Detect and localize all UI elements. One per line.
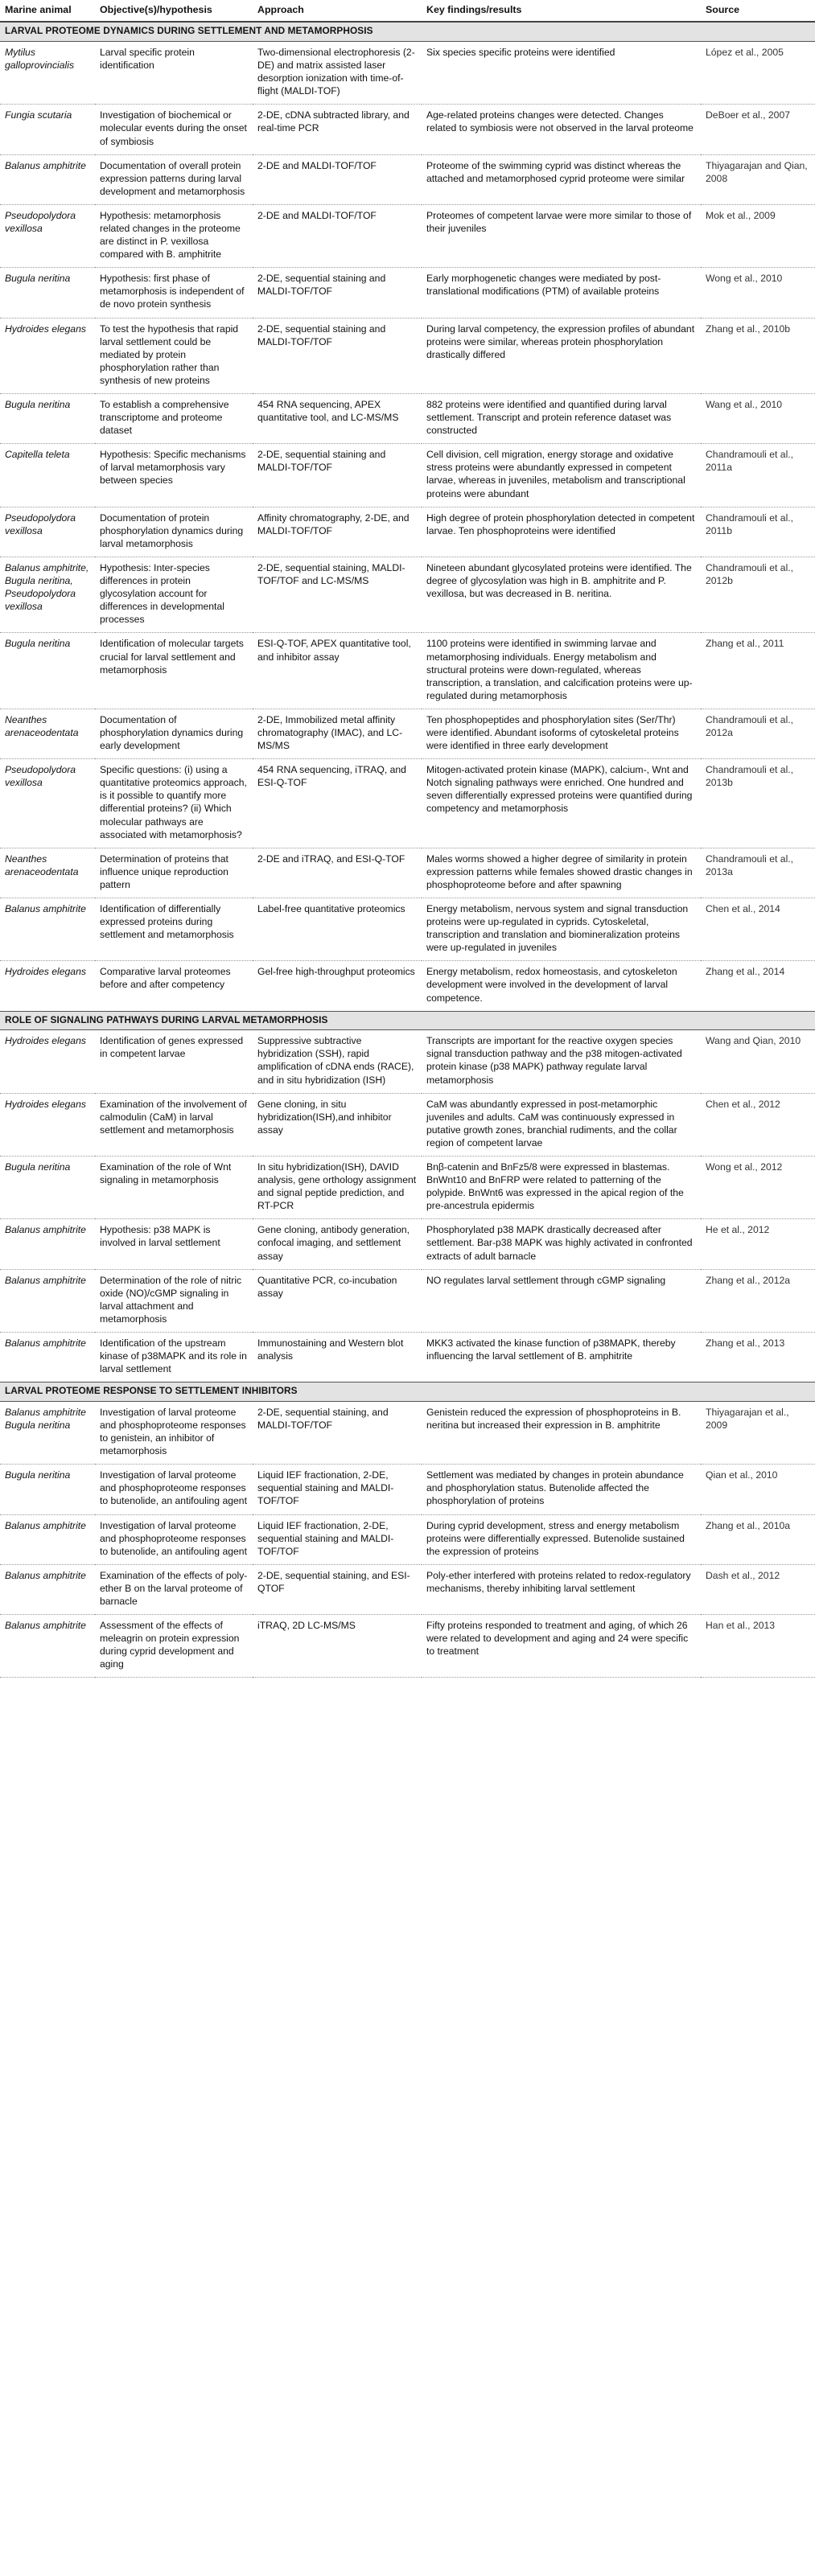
objective-cell: To test the hypothesis that rapid larval settlement could be mediated by protein phosphorylation rather than synthesis of new proteins	[95, 318, 253, 393]
findings-cell: 1100 proteins were identified in swimming larvae and metamorphosing individuals. Energy metabolism and structural proteins were down-regulated, whereas transcription, a translation, and calcification proteins were up-regulated during metamorphosis	[422, 633, 701, 709]
approach-cell: 2-DE and MALDI-TOF/TOF	[253, 154, 422, 204]
section-title: LARVAL PROTEOME RESPONSE TO SETTLEMENT INHIBITORS	[0, 1382, 815, 1402]
objective-cell: To establish a comprehensive transcriptome and proteome dataset	[95, 394, 253, 444]
approach-cell: 2-DE, sequential staining and MALDI-TOF/TOF	[253, 444, 422, 507]
table-row	[0, 1219, 815, 1269]
objective-cell: Identification of molecular targets crucial for larval settlement and metamorphosis	[95, 633, 253, 709]
findings-cell: Nineteen abundant glycosylated proteins were identified. The degree of glycosylation was high in B. amphitrite and P. vexillosa, but was decreased in B. neritina.	[422, 557, 701, 632]
table-row	[0, 1465, 815, 1514]
source-cell: DeBoer et al., 2007	[701, 105, 815, 154]
findings-cell: CaM was abundantly expressed in post-metamorphic juveniles and adults. CaM was continuously expressed in putative growth zones, branchial rudiments, and the collar region of competent larvae	[422, 1093, 701, 1156]
source-cell: Chen et al., 2014	[701, 898, 815, 961]
section-title: ROLE OF SIGNALING PATHWAYS DURING LARVAL METAMORPHOSIS	[0, 1011, 815, 1030]
approach-cell: 454 RNA sequencing, APEX quantitative tool, and LC-MS/MS	[253, 394, 422, 444]
table-row	[0, 394, 815, 444]
objective-cell: Examination of the role of Wnt signaling in metamorphosis	[95, 1156, 253, 1218]
source-cell: Thiyagarajan and Qian, 2008	[701, 154, 815, 204]
animal-cell: Balanus amphitrite Bugula neritina	[0, 1401, 95, 1464]
findings-cell: During larval competency, the expression profiles of abundant proteins were similar, whereas protein phosphorylation drastically differed	[422, 318, 701, 393]
findings-cell: Cell division, cell migration, energy storage and oxidative stress proteins were abundantly expressed in competent larvae, whereas in juveniles, metabolism and transcriptional proteins were abundant	[422, 444, 701, 507]
animal-cell: Hydroides elegans	[0, 318, 95, 393]
table-row	[0, 1514, 815, 1564]
table-row	[0, 1615, 815, 1678]
source-cell: Chandramouli et al., 2012a	[701, 709, 815, 758]
table-row	[0, 1564, 815, 1614]
approach-cell: 2-DE, sequential staining, MALDI-TOF/TOF and LC-MS/MS	[253, 557, 422, 632]
table-row	[0, 898, 815, 961]
findings-cell: Bnβ-catenin and BnFz5/8 were expressed in blastemas. BnWnt10 and BnFRP were related to patterning of the polypide. BnWnt6 was expressed in the apical region of the pre-ancestrula epidermis	[422, 1156, 701, 1218]
approach-cell: 2-DE, Immobilized metal affinity chromatography (IMAC), and LC-MS/MS	[253, 709, 422, 758]
approach-cell: Immunostaining and Western blot analysis	[253, 1333, 422, 1382]
source-cell: Zhang et al., 2011	[701, 633, 815, 709]
animal-cell: Balanus amphitrite	[0, 154, 95, 204]
section-header-row	[0, 1011, 815, 1030]
objective-cell: Determination of proteins that influence unique reproduction pattern	[95, 848, 253, 898]
findings-cell: MKK3 activated the kinase function of p38MAPK, thereby influencing the larval settlement of B. amphitrite	[422, 1333, 701, 1382]
header-row	[0, 0, 815, 22]
findings-cell: Energy metabolism, nervous system and signal transduction proteins were up-regulated in cyprids. Cytoskeletal, transcription and translation and biomineralization proteins were up-regulated in juveniles	[422, 898, 701, 961]
section-title: LARVAL PROTEOME DYNAMICS DURING SETTLEMENT AND METAMORPHOSIS	[0, 22, 815, 41]
animal-cell: Balanus amphitrite	[0, 1333, 95, 1382]
animal-cell: Neanthes arenaceodentata	[0, 709, 95, 758]
objective-cell: Identification of differentially expressed proteins during settlement and metamorphosis	[95, 898, 253, 961]
findings-cell: Males worms showed a higher degree of similarity in protein expression patterns while females showed drastic changes in phosphoproteome before and after spawning	[422, 848, 701, 898]
header-approach: Approach	[253, 0, 422, 22]
animal-cell: Balanus amphitrite	[0, 1564, 95, 1614]
section-header-row	[0, 1382, 815, 1402]
objective-cell: Hypothesis: first phase of metamorphosis is independent of de novo protein synthesis	[95, 268, 253, 318]
source-cell: Chandramouli et al., 2011b	[701, 507, 815, 557]
table-row	[0, 1333, 815, 1382]
approach-cell: Quantitative PCR, co-incubation assay	[253, 1269, 422, 1332]
objective-cell: Larval specific protein identification	[95, 41, 253, 104]
table-row	[0, 318, 815, 393]
objective-cell: Specific questions: (i) using a quantitative proteomics approach, is it possible to quantify more differential proteins? (ii) Which molecular pathways are associated with metamorphosis?	[95, 759, 253, 848]
table-row	[0, 1156, 815, 1218]
animal-cell: Pseudopolydora vexillosa	[0, 507, 95, 557]
approach-cell: In situ hybridization(ISH), DAVID analysis, gene orthology assignment and signal peptide prediction, and RT-PCR	[253, 1156, 422, 1218]
animal-cell: Bugula neritina	[0, 394, 95, 444]
source-cell: Han et al., 2013	[701, 1615, 815, 1678]
objective-cell: Hypothesis: Inter-species differences in protein glycosylation account for differences in developmental processes	[95, 557, 253, 632]
approach-cell: Label-free quantitative proteomics	[253, 898, 422, 961]
source-cell: Zhang et al., 2010a	[701, 1514, 815, 1564]
table-row	[0, 444, 815, 507]
approach-cell: ESI-Q-TOF, APEX quantitative tool, and inhibitor assay	[253, 633, 422, 709]
findings-cell: Transcripts are important for the reactive oxygen species signal transduction pathway and the p38 mitogen-activated protein kinase (p38 MAPK) pathway regulate larval metamorphosis	[422, 1030, 701, 1093]
table-row	[0, 507, 815, 557]
source-cell: Zhang et al., 2013	[701, 1333, 815, 1382]
findings-cell: High degree of protein phosphorylation detected in competent larvae. Ten phosphoproteins were identified	[422, 507, 701, 557]
source-cell: Wong et al., 2012	[701, 1156, 815, 1218]
header-animal: Marine animal	[0, 0, 95, 22]
source-cell: Wong et al., 2010	[701, 268, 815, 318]
approach-cell: 2-DE, sequential staining and MALDI-TOF/TOF	[253, 268, 422, 318]
source-cell: Chandramouli et al., 2012b	[701, 557, 815, 632]
animal-cell: Mytilus galloprovincialis	[0, 41, 95, 104]
objective-cell: Identification of genes expressed in competent larvae	[95, 1030, 253, 1093]
source-cell: López et al., 2005	[701, 41, 815, 104]
table-row	[0, 41, 815, 104]
section-header-row	[0, 22, 815, 41]
objective-cell: Identification of the upstream kinase of p38MAPK and its role in larval settlement	[95, 1333, 253, 1382]
source-cell: He et al., 2012	[701, 1219, 815, 1269]
objective-cell: Investigation of larval proteome and phosphoproteome responses to genistein, an inhibitor of metamorphosis	[95, 1401, 253, 1464]
table-row	[0, 1401, 815, 1464]
approach-cell: 2-DE and MALDI-TOF/TOF	[253, 204, 422, 267]
table-row	[0, 759, 815, 848]
findings-cell: Proteome of the swimming cyprid was distinct whereas the attached and metamorphosed cyprid proteome were similar	[422, 154, 701, 204]
source-cell: Chen et al., 2012	[701, 1093, 815, 1156]
table-row	[0, 268, 815, 318]
approach-cell: 2-DE, sequential staining, and ESI-QTOF	[253, 1564, 422, 1614]
approach-cell: Two-dimensional electrophoresis (2-DE) and matrix assisted laser desorption ionization with time-of-flight (MALDI-TOF)	[253, 41, 422, 104]
table-row	[0, 633, 815, 709]
table-row	[0, 1269, 815, 1332]
findings-cell: 882 proteins were identified and quantified during larval settlement. Transcript and protein reference dataset was constructed	[422, 394, 701, 444]
approach-cell: Liquid IEF fractionation, 2-DE, sequential staining and MALDI-TOF/TOF	[253, 1514, 422, 1564]
findings-cell: Proteomes of competent larvae were more similar to those of their juveniles	[422, 204, 701, 267]
source-cell: Thiyagarajan et al., 2009	[701, 1401, 815, 1464]
approach-cell: 2-DE and iTRAQ, and ESI-Q-TOF	[253, 848, 422, 898]
findings-cell: Genistein reduced the expression of phosphoproteins in B. neritina but increased their expression in B. amphitrite	[422, 1401, 701, 1464]
findings-cell: Poly-ether interfered with proteins related to redox-regulatory mechanisms, thereby inhibiting larval settlement	[422, 1564, 701, 1614]
header-source: Source	[701, 0, 815, 22]
animal-cell: Neanthes arenaceodentata	[0, 848, 95, 898]
table-row	[0, 557, 815, 632]
approach-cell: Suppressive subtractive hybridization (SSH), rapid amplification of cDNA ends (RACE), and in situ hybridization (ISH)	[253, 1030, 422, 1093]
approach-cell: 454 RNA sequencing, iTRAQ, and ESI-Q-TOF	[253, 759, 422, 848]
findings-cell: Energy metabolism, redox homeostasis, and cytoskeleton development were involved in the development of larval competence.	[422, 961, 701, 1011]
objective-cell: Documentation of phosphorylation dynamics during early development	[95, 709, 253, 758]
approach-cell: Liquid IEF fractionation, 2-DE, sequential staining and MALDI-TOF/TOF	[253, 1465, 422, 1514]
source-cell: Mok et al., 2009	[701, 204, 815, 267]
source-cell: Wang et al., 2010	[701, 394, 815, 444]
findings-cell: Age-related proteins changes were detected. Changes related to symbiosis were not observed in the larval proteome	[422, 105, 701, 154]
source-cell: Zhang et al., 2012a	[701, 1269, 815, 1332]
objective-cell: Hypothesis: p38 MAPK is involved in larval settlement	[95, 1219, 253, 1269]
approach-cell: iTRAQ, 2D LC-MS/MS	[253, 1615, 422, 1678]
animal-cell: Balanus amphitrite	[0, 1219, 95, 1269]
animal-cell: Bugula neritina	[0, 268, 95, 318]
approach-cell: Gene cloning, antibody generation, confocal imaging, and settlement assay	[253, 1219, 422, 1269]
approach-cell: 2-DE, sequential staining, and MALDI-TOF/TOF	[253, 1401, 422, 1464]
animal-cell: Balanus amphitrite	[0, 1514, 95, 1564]
approach-cell: 2-DE, cDNA subtracted library, and real-time PCR	[253, 105, 422, 154]
objective-cell: Documentation of overall protein expression patterns during larval development and metamorphosis	[95, 154, 253, 204]
findings-cell: Phosphorylated p38 MAPK drastically decreased after settlement. Bar-p38 MAPK was highly activated in confronted extracts of adult barnacle	[422, 1219, 701, 1269]
source-cell: Chandramouli et al., 2011a	[701, 444, 815, 507]
objective-cell: Determination of the role of nitric oxide (NO)/cGMP signaling in larval attachment and metamorphosis	[95, 1269, 253, 1332]
animal-cell: Fungia scutaria	[0, 105, 95, 154]
table-row	[0, 204, 815, 267]
findings-cell: Early morphogenetic changes were mediated by post-translational modifications (PTM) of available proteins	[422, 268, 701, 318]
source-cell: Zhang et al., 2014	[701, 961, 815, 1011]
animal-cell: Pseudopolydora vexillosa	[0, 759, 95, 848]
source-cell: Wang and Qian, 2010	[701, 1030, 815, 1093]
animal-cell: Balanus amphitrite, Bugula neritina, Pseudopolydora vexillosa	[0, 557, 95, 632]
table-body	[0, 22, 815, 1678]
animal-cell: Balanus amphitrite	[0, 1615, 95, 1678]
objective-cell: Examination of the involvement of calmodulin (CaM) in larval settlement and metamorphosis	[95, 1093, 253, 1156]
findings-cell: Ten phosphopeptides and phosphorylation sites (Ser/Thr) were identified. Abundant isoforms of cytoskeletal proteins were identified in three early development	[422, 709, 701, 758]
animal-cell: Capitella teleta	[0, 444, 95, 507]
animal-cell: Balanus amphitrite	[0, 898, 95, 961]
table-row	[0, 105, 815, 154]
source-cell: Chandramouli et al., 2013b	[701, 759, 815, 848]
animal-cell: Hydroides elegans	[0, 961, 95, 1011]
animal-cell: Hydroides elegans	[0, 1093, 95, 1156]
approach-cell: Gel-free high-throughput proteomics	[253, 961, 422, 1011]
objective-cell: Assessment of the effects of meleagrin on protein expression during cyprid development and aging	[95, 1615, 253, 1678]
table-row	[0, 709, 815, 758]
findings-cell: Settlement was mediated by changes in protein abundance and phosphorylation status. Butenolide affected the phosphorylation of proteins	[422, 1465, 701, 1514]
objective-cell: Hypothesis: Specific mechanisms of larval metamorphosis vary between species	[95, 444, 253, 507]
findings-cell: Fifty proteins responded to treatment and aging, of which 26 were related to development and aging and 24 were specific to treatment	[422, 1615, 701, 1678]
approach-cell: Gene cloning, in situ hybridization(ISH),and inhibitor assay	[253, 1093, 422, 1156]
animal-cell: Bugula neritina	[0, 1156, 95, 1218]
findings-cell: Six species specific proteins were identified	[422, 41, 701, 104]
objective-cell: Examination of the effects of poly-ether B on the larval proteome of barnacle	[95, 1564, 253, 1614]
animal-cell: Bugula neritina	[0, 1465, 95, 1514]
table-row	[0, 154, 815, 204]
objective-cell: Comparative larval proteomes before and after competency	[95, 961, 253, 1011]
findings-cell: NO regulates larval settlement through cGMP signaling	[422, 1269, 701, 1332]
findings-cell: During cyprid development, stress and energy metabolism proteins were differentially expressed. Butenolide sustained the expression of proteins	[422, 1514, 701, 1564]
animal-cell: Hydroides elegans	[0, 1030, 95, 1093]
animal-cell: Bugula neritina	[0, 633, 95, 709]
table-row	[0, 961, 815, 1011]
source-cell: Zhang et al., 2010b	[701, 318, 815, 393]
source-cell: Qian et al., 2010	[701, 1465, 815, 1514]
approach-cell: 2-DE, sequential staining and MALDI-TOF/TOF	[253, 318, 422, 393]
objective-cell: Investigation of biochemical or molecular events during the onset of symbiosis	[95, 105, 253, 154]
animal-cell: Balanus amphitrite	[0, 1269, 95, 1332]
table-row	[0, 1030, 815, 1093]
objective-cell: Hypothesis: metamorphosis related changes in the proteome are distinct in P. vexillosa compared with B. amphitrite	[95, 204, 253, 267]
objective-cell: Investigation of larval proteome and phosphoproteome responses to butenolide, an antifouling agent	[95, 1514, 253, 1564]
objective-cell: Investigation of larval proteome and phosphoproteome responses to butenolide, an antifouling agent	[95, 1465, 253, 1514]
objective-cell: Documentation of protein phosphorylation dynamics during larval metamorphosis	[95, 507, 253, 557]
header-findings: Key findings/results	[422, 0, 701, 22]
table-row	[0, 848, 815, 898]
table-row	[0, 1093, 815, 1156]
findings-cell: Mitogen-activated protein kinase (MAPK), calcium-, Wnt and Notch signaling pathways were enriched. One hundred and seven differentially expressed proteins were quantified during competency and metamorphosis	[422, 759, 701, 848]
approach-cell: Affinity chromatography, 2-DE, and MALDI-TOF/TOF	[253, 507, 422, 557]
source-cell: Dash et al., 2012	[701, 1564, 815, 1614]
source-cell: Chandramouli et al., 2013a	[701, 848, 815, 898]
header-objective: Objective(s)/hypothesis	[95, 0, 253, 22]
animal-cell: Pseudopolydora vexillosa	[0, 204, 95, 267]
